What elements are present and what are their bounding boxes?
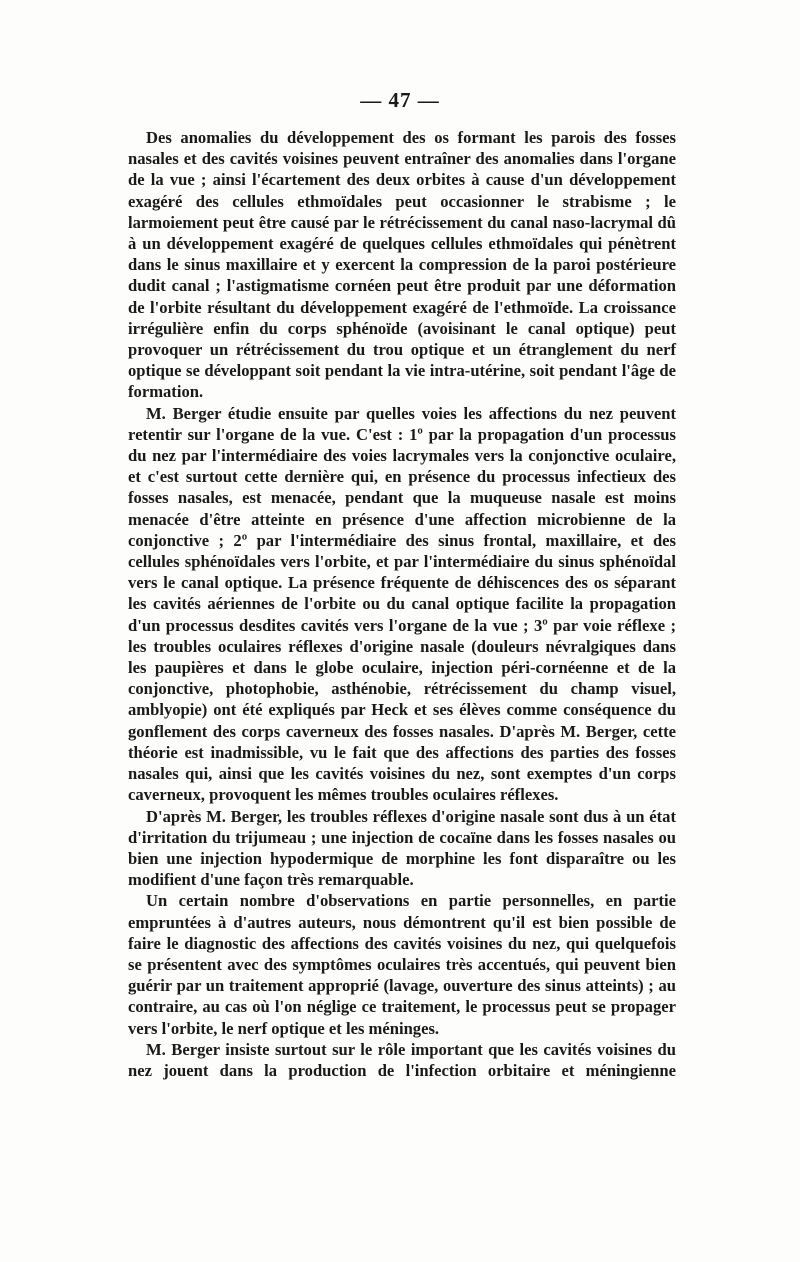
paragraph: M. Berger insiste surtout sur le rôle important que les cavités voisines du nez jouent dans la production de l'infection orbitaire et méningienne (128, 1039, 676, 1080)
body-text (128, 127, 676, 1081)
paragraph: M. Berger étudie ensuite par quelles voies les affections du nez peuvent retentir sur l'organe de la vue. C'est : 1º par la propagation d'un processus du nez par l'intermédiaire des voies lacrymales vers la conjonctive oculaire, et c'est surtout cette dernière qui, en présence du processus infectieux des fosses nasales, est menacée, pendant que la muqueuse nasale est moins menacée d'être atteinte en présence d'une affection microbienne de la conjonctive ; 2º par l'intermédiaire des sinus frontal, maxillaire, et des cellules sphénoïdales vers l'orbite, et par l'intermédiaire du sinus sphénoïdal vers le canal optique. La présence fréquente de déhiscences des os séparant les cavités aériennes de l'orbite ou du canal optique facilite la propagation d'un processus desdites cavités vers l'organe de la vue ; 3º par voie réflexe ; les troubles oculaires réflexes d'origine nasale (douleurs névralgiques dans les paupières et dans le globe oculaire, injection péri-cornéenne et de la conjonctive, photophobie, asthénobie, rétrécissement du champ visuel, amblyopie) ont été expliqués par Heck et ses élèves comme conséquence du gonflement des corps caverneux des fosses nasales. D'après M. Berger, cette théorie est inadmissible, vu le fait que des affections des parties des fosses nasales qui, ainsi que les cavités voisines du nez, sont exemptes d'un corps caverneux, provoquent les mêmes troubles oculaires réflexes. (128, 403, 676, 805)
paragraph: Un certain nombre d'observations en partie personnelles, en partie empruntées à d'autres auteurs, nous démontrent qu'il est bien possible de faire le diagnostic des affections des cavités voisines du nez, qui quelquefois se présentent avec des symptômes oculaires très accentués, qui peuvent bien guérir par un traitement approprié (lavage, ouverture des sinus atteints) ; au contraire, au cas où l'on néglige ce traitement, le processus peut se propager vers l'orbite, le nerf optique et les méninges. (128, 891, 676, 1038)
paragraph: D'après M. Berger, les troubles réflexes d'origine nasale sont dus à un état d'irritation du trijumeau ; une injection de cocaïne dans les fosses nasales ou bien une injection hypodermique de morphine les font disparaître ou les modifient d'une façon très remarquable. (128, 806, 676, 890)
page-number: — 47 — (360, 88, 440, 112)
paragraph: Des anomalies du développement des os formant les parois des fosses nasales et des cavités voisines peuvent entraîner des anomalies dans l'organe de la vue ; ainsi l'écartement des deux orbites à cause d'un développement exagéré des cellules ethmoïdales peut occasionner le strabisme ; le larmoiement peut être causé par le rétrécissement du canal naso-lacrymal dû à un développement exagéré de quelques cellules ethmoïdales qui pénètrent dans le sinus maxillaire et y exercent la compression de la paroi postérieure dudit canal ; l'astigmatisme cornéen peut être produit par une déformation de l'orbite résultant du développement exagéré de l'ethmoïde. La croissance irrégulière enfin du corps sphénoïde (avoisinant le canal optique) peut provoquer un rétrécissement du trou optique et un étranglement du nerf optique se développant soit pendant la vie intra-utérine, soit pendant l'âge de formation. (128, 128, 676, 402)
